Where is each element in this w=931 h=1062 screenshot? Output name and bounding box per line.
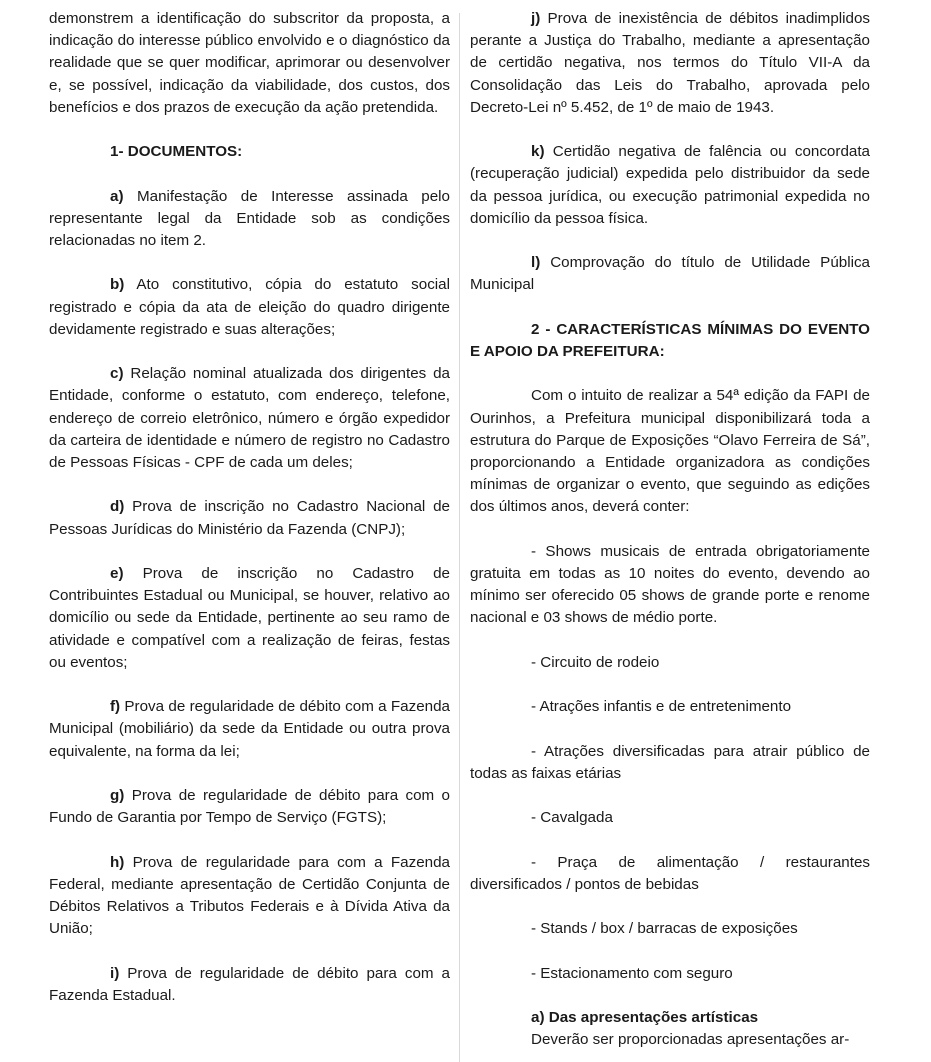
item-text: Certidão negativa de falência ou concordata (recuperação judicial) expedida pelo distribuidor da sede da pessoa jurídica, ou execução patrimonial expedida no domicílio da pessoa física. <box>470 143 870 227</box>
doc-item-d <box>49 496 450 540</box>
section-heading-documentos: 1- DOCUMENTOS: <box>110 143 243 161</box>
doc-item-e <box>49 563 450 674</box>
doc-item-f <box>49 696 450 763</box>
item-text: Prova de regularidade para com a Fazenda Federal, mediante apresentação de Certidão Conjunta de Débitos Relativos a Tributos Federais e à Dívida Ativa da União; <box>49 853 450 938</box>
bullet-cavalgada: - Cavalgada <box>531 809 613 827</box>
doc-item-l <box>470 252 870 296</box>
subsection-text: Deverão ser proporcionadas apresentações ar- <box>531 1031 850 1049</box>
left-column <box>49 8 450 1029</box>
item-label: f) <box>110 698 121 716</box>
doc-item-h <box>49 852 450 941</box>
item-label: h) <box>110 853 125 871</box>
doc-item-j <box>470 8 870 119</box>
doc-item-i <box>49 963 450 1007</box>
doc-item-k <box>470 141 870 230</box>
item-text: Prova de inscrição no Cadastro de Contribuintes Estadual ou Municipal, se houver, relativo ao domicílio ou sede da Entidade, pertinente ao seu ramo de atividade e compatível com a realização de feiras, festas ou eventos; <box>49 564 450 671</box>
section-heading-caracteristicas: 2 - CARACTERÍSTICAS MÍNIMAS DO EVENTO E APOIO DA PREFEITURA: <box>470 320 870 360</box>
doc-item-c <box>49 363 450 474</box>
bullet-stands: - Stands / box / barracas de exposições <box>531 920 798 938</box>
item-label: b) <box>110 276 125 294</box>
right-column <box>470 8 870 1051</box>
item-label: d) <box>110 498 125 516</box>
item-text: Prova de inscrição no Cadastro Nacional de Pessoas Jurídicas do Ministério da Fazenda (CNPJ); <box>49 498 450 538</box>
item-label: g) <box>110 786 125 804</box>
section-intro-paragraph: Com o intuito de realizar a 54ª edição da FAPI de Ourinhos, a Prefeitura municipal disponibilizará toda a estrutura do Parque de Exposições “Olavo Ferreira de Sá”, proporcionando a Entidade organizadora as condições mínimas de organizar o evento, que seguindo as edições dos últimos anos, deverá conter: <box>470 387 870 516</box>
item-label: l) <box>531 254 541 272</box>
doc-item-b <box>49 274 450 341</box>
bullet-atracoes-diversificadas: - Atrações diversificadas para atrair público de todas as faixas etárias <box>470 742 870 782</box>
bullet-praca-alimentacao: - Praça de alimentação / restaurantes diversificados / pontos de bebidas <box>470 853 870 893</box>
item-text: Prova de regularidade de débito para com o Fundo de Garantia por Tempo de Serviço (FGTS); <box>49 786 450 827</box>
item-label: i) <box>110 964 120 982</box>
bullet-atracoes-infantis: - Atrações infantis e de entretenimento <box>531 698 792 716</box>
column-divider <box>459 13 460 1062</box>
item-label: j) <box>531 10 541 27</box>
item-text: Prova de regularidade de débito com a Fazenda Municipal (mobiliário) da sede da Entidade ou outra prova equivalente, na forma da lei; <box>49 698 450 760</box>
doc-item-a <box>49 186 450 253</box>
intro-continuation-paragraph: demonstrem a identificação do subscritor da proposta, a indicação do interesse público envolvido e o diagnóstico da realidade que se quer modificar, aprimorar ou desenvolver e, se possível, indicação da viabilidade, dos custos, dos benefícios e dos prazos de execução da ação pretendida. <box>49 10 450 116</box>
item-text: Ato constitutivo, cópia do estatuto social registrado e cópia da ata de eleição do quadro dirigente devidamente registrado e suas alterações; <box>49 276 450 338</box>
subsection-heading-apresentacoes: a) Das apresentações artísticas <box>531 1008 759 1026</box>
doc-item-g <box>49 785 450 829</box>
item-label: k) <box>531 143 545 161</box>
item-label: c) <box>110 365 124 383</box>
item-text: Prova de regularidade de débito para com a Fazenda Estadual. <box>49 964 450 1004</box>
bullet-circuito-rodeio: - Circuito de rodeio <box>531 653 660 671</box>
item-text: Prova de inexistência de débitos inadimplidos perante a Justiça do Trabalho, mediante a apresentação de certidão negativa, nos termos do Título VII-A da Consolidação das Leis do Trabalho, aprovada pelo Decreto-Lei nº 5.452, de 1º de maio de 1943. <box>470 10 870 116</box>
item-label: e) <box>110 564 124 582</box>
item-label: a) <box>110 187 124 205</box>
item-text: Manifestação de Interesse assinada pelo representante legal da Entidade sob as condições relacionadas no item 2. <box>49 187 450 249</box>
bullet-shows-musicais: - Shows musicais de entrada obrigatoriamente gratuita em todas as 10 noites do evento, devendo ao mínimo ser oferecido 05 shows de grande porte e renome nacional e 03 shows de médio porte. <box>470 542 870 627</box>
item-text: Comprovação do título de Utilidade Pública Municipal <box>470 254 870 294</box>
bullet-estacionamento: - Estacionamento com seguro <box>531 964 733 982</box>
item-text: Relação nominal atualizada dos dirigentes da Entidade, conforme o estatuto, com endereço, telefone, endereço de correio eletrônico, número e órgão expedidor da carteira de identidade e número de registro no Cadastro de Pessoas Físicas - CPF de cada um deles; <box>49 365 450 471</box>
